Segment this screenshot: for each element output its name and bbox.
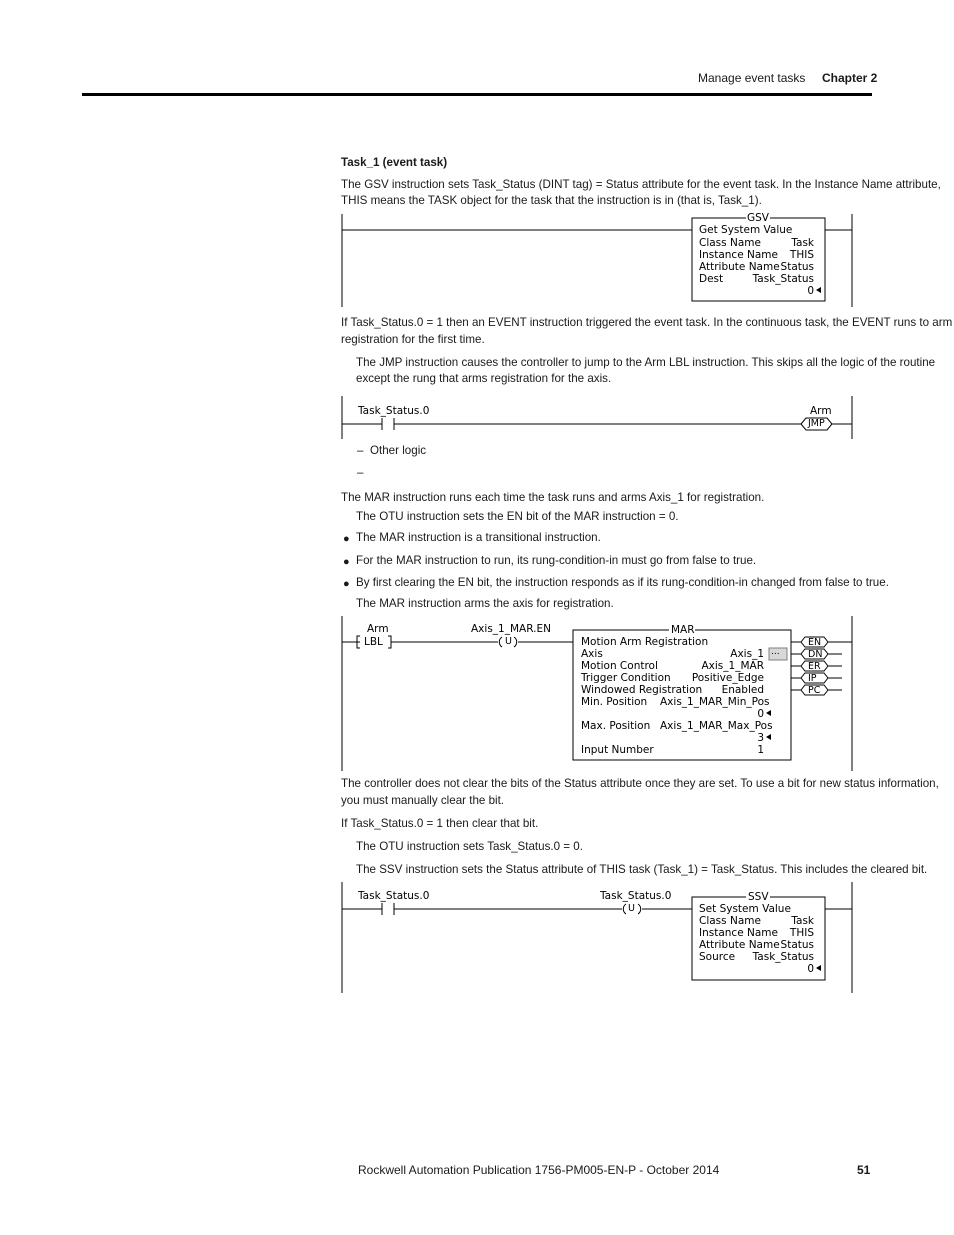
- mar-min-value: 0: [757, 708, 764, 720]
- paragraph-clear-line2: you must manually clear the bit.: [341, 794, 505, 807]
- gsv-row-value: Task: [791, 237, 814, 249]
- mar-row-value: Axis_1: [730, 648, 764, 660]
- ssv-row-value: Task: [791, 915, 814, 927]
- ssv-row-value: Task_Status: [752, 951, 814, 963]
- output-en: EN: [808, 637, 822, 648]
- gsv-dest-value: 0: [807, 285, 814, 297]
- header-section: Manage event tasks: [698, 71, 806, 85]
- bullet-dot: ●: [343, 578, 350, 590]
- ssv-row-label: Class Name: [699, 915, 761, 927]
- ssv-source-value: 0: [807, 963, 814, 975]
- mar-max-value: 3: [757, 732, 764, 744]
- gsv-row-value: THIS: [789, 249, 814, 261]
- gsv-row-label: Instance Name: [699, 249, 778, 261]
- mar-row-value: Positive_Edge: [691, 672, 764, 684]
- mar-title: MAR: [671, 624, 695, 636]
- gsv-row-value: Task_Status: [752, 273, 814, 285]
- mar-row-value: Axis_1_MAR_Max_Pos: [660, 720, 773, 732]
- mar-row-label: Max. Position: [581, 720, 651, 732]
- section-heading: Task_1 (event task): [341, 156, 448, 169]
- browse-button[interactable]: ...: [771, 647, 780, 657]
- mar-row-label: Motion Control: [581, 660, 658, 672]
- output-dn: DN: [808, 649, 823, 660]
- footer-publication: Rockwell Automation Publication 1756-PM005-EN-P - October 2014: [358, 1163, 720, 1177]
- mar-row-label: Trigger Condition: [581, 672, 671, 684]
- bullet-item: By first clearing the EN bit, the instruction responds as if its rung-condition-in changed from false to true.: [356, 576, 889, 589]
- ssv-row-label: Source: [699, 951, 736, 963]
- lbl-label: LBL: [364, 636, 383, 648]
- other-logic-label: Other logic: [370, 444, 427, 457]
- output-ip: IP: [808, 673, 817, 684]
- mar-row-label: Input Number: [581, 744, 654, 756]
- paragraph-otu: The OTU instruction sets the EN bit of the MAR instruction = 0.: [356, 510, 679, 523]
- otu-symbol: U: [505, 636, 512, 647]
- output-er: ER: [808, 661, 821, 672]
- page-number: 51: [857, 1163, 871, 1177]
- output-pc: PC: [808, 685, 821, 696]
- paragraph-gsv-line2: THIS means the TASK object for the task that the instruction is in (that is, Task_1).: [341, 194, 762, 207]
- paragraph-mar: The MAR instruction runs each time the task runs and arms Axis_1 for registration.: [341, 491, 765, 504]
- paragraph-mar-arms: The MAR instruction arms the axis for registration.: [356, 597, 614, 610]
- paragraph-clear-line1: The controller does not clear the bits of the Status attribute once they are set. To use a bit for new status information,: [341, 777, 939, 790]
- paragraph-event-line1: If Task_Status.0 = 1 then an EVENT instruction triggered the event task. In the continuous task, the EVENT runs to arm: [341, 316, 953, 329]
- jmp-contact-tag: Task_Status.0: [358, 405, 430, 417]
- ssv-otu-tag: Task_Status.0: [600, 890, 672, 902]
- ssv-heading: Set System Value: [699, 903, 791, 915]
- bullet-item: The MAR instruction is a transitional instruction.: [356, 531, 601, 544]
- dash-marker: –: [357, 444, 364, 457]
- paragraph-if-status: If Task_Status.0 = 1 then clear that bit.: [341, 817, 539, 830]
- gsv-row-label: Attribute Name: [699, 261, 780, 273]
- dash-marker: –: [357, 466, 364, 479]
- otu-tag: Axis_1_MAR.EN: [471, 623, 551, 635]
- ssv-row-value: Status: [780, 939, 814, 951]
- paragraph-event-line2: registration for the first time.: [341, 333, 485, 346]
- jmp-label: JMP: [808, 418, 825, 429]
- mar-row-label: Windowed Registration: [581, 684, 703, 696]
- gsv-row-label: Dest: [699, 273, 724, 285]
- bullet-item: For the MAR instruction to run, its rung-condition-in must go from false to true.: [356, 554, 757, 567]
- gsv-row-label: Class Name: [699, 237, 761, 249]
- ssv-title: SSV: [748, 891, 769, 903]
- mar-row-label: Axis: [581, 648, 603, 660]
- ssv-row-label: Attribute Name: [699, 939, 780, 951]
- jmp-target-tag: Arm: [810, 405, 832, 417]
- ssv-row-value: THIS: [789, 927, 814, 939]
- ssv-row-label: Instance Name: [699, 927, 778, 939]
- paragraph-jmp-line2: except the rung that arms registration for the axis.: [356, 372, 612, 385]
- bullet-dot: ●: [343, 533, 350, 545]
- paragraph-gsv-line1: The GSV instruction sets Task_Status (DINT tag) = Status attribute for the event task. In the Instance Name attribute,: [341, 178, 941, 191]
- paragraph-ssv: The SSV instruction sets the Status attribute of THIS task (Task_1) = Task_Status. This includes the cleared bit.: [356, 863, 928, 876]
- mar-row-value: Enabled: [721, 684, 764, 696]
- mar-row-value: 1: [757, 744, 764, 756]
- ssv-contact-tag: Task_Status.0: [358, 890, 430, 902]
- lbl-tag: Arm: [367, 623, 389, 635]
- ssv-otu-symbol: U: [628, 903, 635, 914]
- mar-row-value: Axis_1_MAR_Min_Pos: [660, 696, 770, 708]
- header-chapter: Chapter 2: [822, 71, 878, 85]
- gsv-title: GSV: [747, 212, 769, 224]
- bullet-dot: ●: [343, 556, 350, 568]
- mar-row-value: Axis_1_MAR: [701, 660, 764, 672]
- paragraph-jmp-line1: The JMP instruction causes the controller to jump to the Arm LBL instruction. This skips all the logic of the routine: [356, 356, 936, 369]
- mar-heading: Motion Arm Registration: [581, 636, 709, 648]
- mar-row-label: Min. Position: [581, 696, 648, 708]
- gsv-heading: Get System Value: [699, 224, 793, 236]
- gsv-row-value: Status: [780, 261, 814, 273]
- paragraph-otu-status: The OTU instruction sets Task_Status.0 = 0.: [356, 840, 583, 853]
